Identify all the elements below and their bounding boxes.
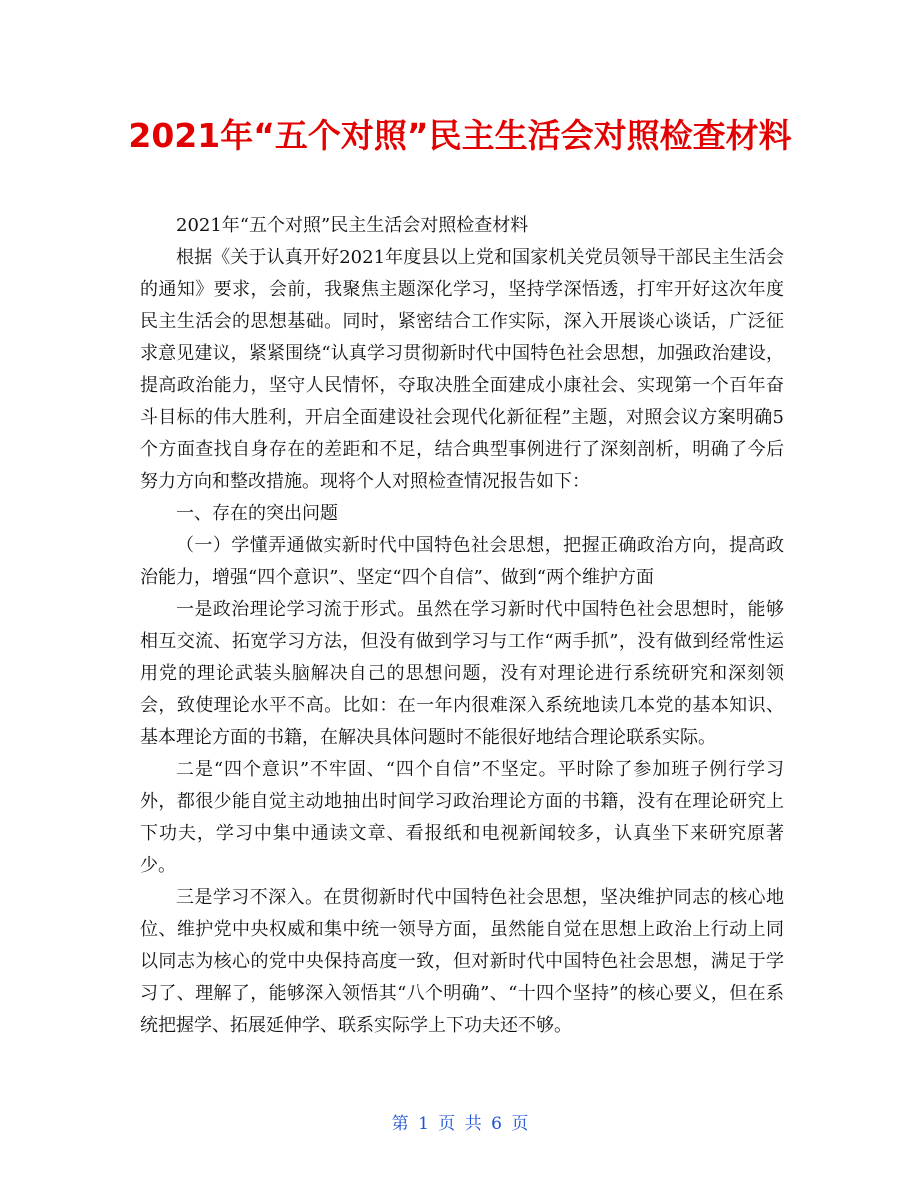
issue-paragraph-1: 一是政治理论学习流于形式。虽然在学习新时代中国特色社会思想时，能够相互交流、拓宽学习方法，但没有做到学习与工作“两手抓”，没有做到经常性运用党的理论武装头脑解决自己的思想问题，没有对理论进行系统研究和深刻领会，致使理论水平不高。比如：在一年内很难深入系统地读几本党的基本知识、基本理论方面的书籍，在解决具体问题时不能很好地结合理论联系实际。 xyxy=(140,599,784,748)
intro-paragraph: 根据《关于认真开好2021年度县以上党和国家机关党员领导干部民主生活会的通知》要求，会前，我聚焦主题深化学习，坚持学深悟透，打牢开好这次年度民主生活会的思想基础。同时，紧密结合工作实际，深入开展谈心谈话，广泛征求意见建议，紧紧围绕“认真学习贯彻新时代中国特色社会思想，加强政治建设，提高政治能力，坚守人民情怀，夺取决胜全面建成小康社会、实现第一个百年奋斗目标的伟大胜利，开启全面建设社会现代化新征程”主题，对照会议方案明确5个方面查找自身存在的差距和不足，结合典型事例进行了深刻剖析，明确了今后努力方向和整改措施。现将个人对照检查情况报告如下： xyxy=(140,247,784,492)
document-title: 2021年“五个对照”民主生活会对照检查材料 xyxy=(128,116,792,155)
section-heading: 一、存在的突出问题 xyxy=(176,503,338,524)
issue-paragraph-3: 三是学习不深入。在贯彻新时代中国特色社会思想，坚决维护同志的核心地位、维护党中央权威和集中统一领导方面，虽然能自觉在思想上政治上行动上同以同志为核心的党中央保持高度一致，但对新时代中国特色社会思想，满足于学习了、理解了，能够深入领悟其“八个明确”、“十四个坚持”的核心要义，但在系统把握学、拓展延伸学、联系实际学上下功夫还不够。 xyxy=(140,887,784,1036)
document-body xyxy=(140,210,784,1042)
subtitle-paragraph: 2021年“五个对照”民主生活会对照检查材料 xyxy=(176,215,529,236)
page-number-footer: 第 1 页 共 6 页 xyxy=(391,1114,529,1134)
subsection-heading: （一）学懂弄通做实新时代中国特色社会思想，把握正确政治方向，提高政治能力，增强“四个意识”、坚定“四个自信”、做到“两个维护方面 xyxy=(140,535,784,588)
issue-paragraph-2: 二是“四个意识”不牢固、“四个自信”不坚定。平时除了参加班子例行学习外，都很少能自觉主动地抽出时间学习政治理论方面的书籍，没有在理论研究上下功夫，学习中集中通读文章、看报纸和电视新闻较多，认真坐下来研究原著少。 xyxy=(140,759,784,876)
